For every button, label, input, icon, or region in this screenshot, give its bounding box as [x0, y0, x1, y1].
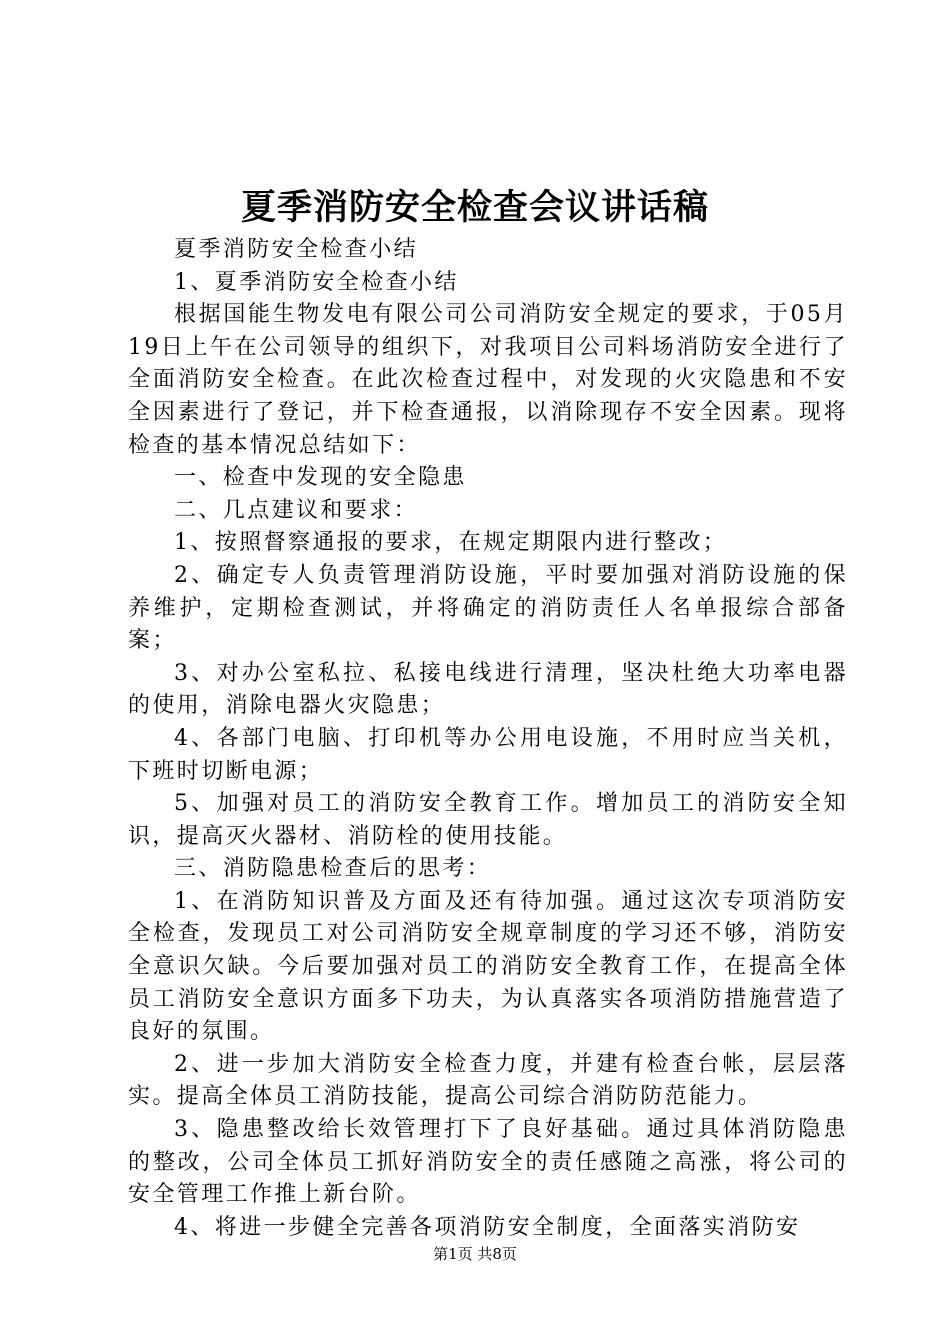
list-item: 3、对办公室私拉、私接电线进行清理，坚决杜绝大功率电器的使用，消除电器火灾隐患； [128, 660, 848, 719]
paragraph: 1、夏季消防安全检查小结 [174, 269, 459, 295]
list-item: 1、按照督察通报的要求，在规定期限内进行整改； [174, 530, 728, 556]
list-item: 4、将进一步健全完善各项消防安全制度，全面落实消防安 [174, 1214, 801, 1240]
list-item: 5、加强对员工的消防安全教育工作。增加员工的消防安全知识，提高灭火器材、消防栓的使用技能。 [128, 791, 848, 849]
section-heading: 一、检查中发现的安全隐患 [174, 465, 467, 491]
document-title: 夏季消防安全检查会议讲话稿 [240, 187, 709, 228]
paragraph: 根据国能生物发电有限公司公司消防安全规定的要求，于05月19日上午在公司领导的组织下，对我项目公司料场消防安全进行了全面消防安全检查。在此次检查过程中，对发现的火灾隐患和不安全因素进行了登记，并下检查通报，以消除现存不安全因素。现将检查的基本情况总结如下： [128, 302, 848, 458]
list-item: 2、确定专人负责管理消防设施，平时要加强对消防设施的保养维护，定期检查测试，并将确定的消防责任人名单报综合部备案； [128, 562, 848, 654]
section-heading: 三、消防隐患检查后的思考： [174, 856, 492, 882]
list-item: 2、进一步加大消防安全检查力度，并建有检查台帐，层层落实。提高全体员工消防技能，提高公司综合消防防范能力。 [128, 1051, 848, 1110]
paragraph: 夏季消防安全检查小结 [174, 237, 419, 262]
list-item: 1、在消防知识普及方面及还有待加强。通过这次专项消防安全检查，发现员工对公司消防安全规章制度的学习还不够，消防安全意识欠缺。今后要加强对员工的消防安全教育工作，在提高全体员工消防安全意识方面多下功夫，为认真落实各项消防措施营造了良好的氛围。 [128, 888, 848, 1045]
list-item: 3、隐患整改给长效管理打下了良好基础。通过具体消防隐患的整改，公司全体员工抓好消防安全的责任感随之高涨，将公司的安全管理工作推上新台阶。 [128, 1117, 848, 1208]
document-body [128, 234, 848, 1244]
section-heading: 二、几点建议和要求： [174, 497, 419, 523]
list-item: 4、各部门电脑、打印机等办公用电设施，不用时应当关机，下班时切断电源； [128, 725, 848, 784]
page-footer: 第1页 共8页 [433, 1245, 517, 1263]
